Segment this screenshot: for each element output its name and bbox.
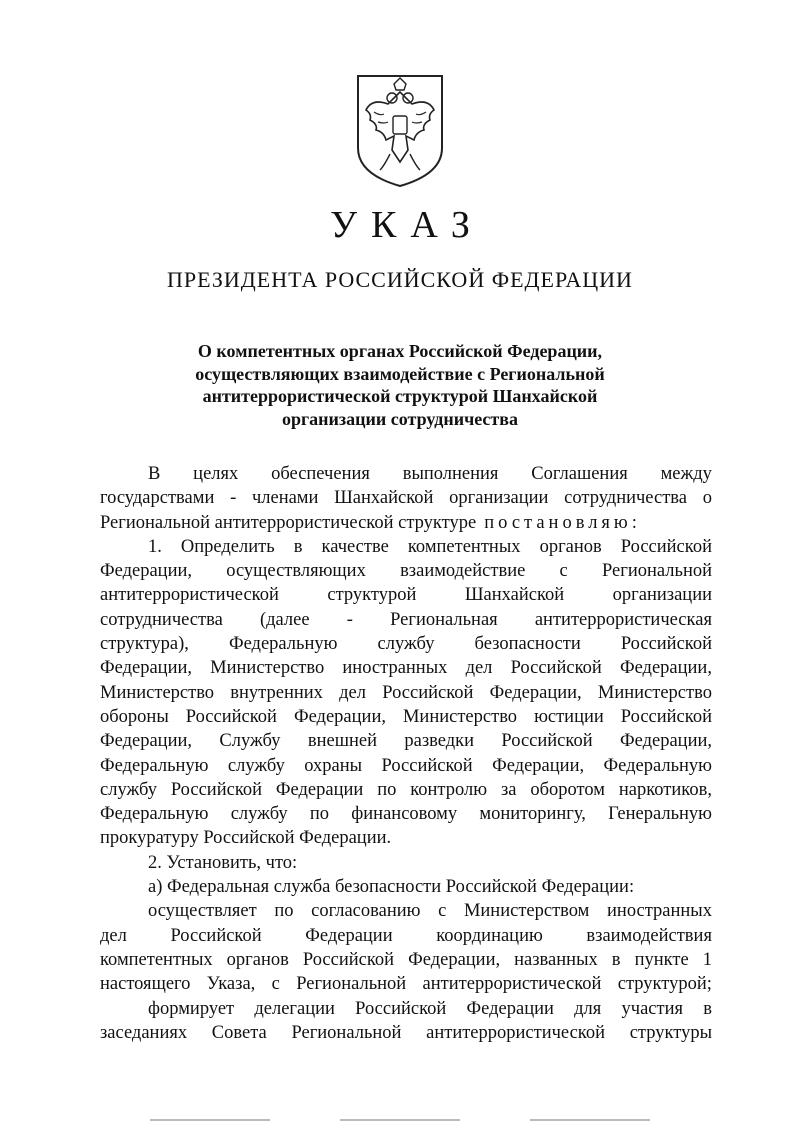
page-edge-marks — [150, 1118, 650, 1122]
word: Российской — [185, 706, 277, 727]
word: осуществляющих — [226, 561, 366, 582]
body-line: 2. Установить, что: — [148, 852, 298, 873]
body-line — [100, 462, 712, 486]
word: Совета — [211, 1022, 267, 1043]
word: Шанхайской — [464, 585, 565, 606]
word: заседаниях — [100, 1022, 188, 1043]
word: компетентных — [100, 949, 213, 970]
word: осуществляет — [148, 901, 257, 922]
word: - — [230, 488, 237, 509]
word: Региональной — [291, 1022, 402, 1043]
word: названных — [514, 949, 598, 970]
word: по — [377, 779, 397, 800]
document-heading — [140, 340, 660, 430]
word: взаимодействия — [586, 925, 712, 946]
word: наркотиков, — [618, 779, 712, 800]
word: безопасности — [474, 634, 581, 655]
word: с — [271, 974, 280, 995]
word: службу — [100, 779, 157, 800]
word: Федеральную — [100, 755, 209, 776]
word: внутренних — [230, 682, 323, 703]
word: по — [274, 901, 294, 922]
body-text: Региональной антитеррористической структуре — [100, 512, 477, 533]
word: организации — [449, 488, 549, 509]
word: по — [309, 804, 330, 825]
word: разведки — [404, 731, 475, 752]
word: Федерации, — [293, 706, 386, 727]
word: участия — [621, 998, 683, 1019]
word: Службу — [219, 731, 281, 752]
word: Шанхайской — [334, 488, 434, 509]
word: Федеральную — [228, 634, 338, 655]
word: юстиции — [534, 706, 604, 727]
word: согласованию — [311, 901, 421, 922]
word: внешней — [307, 731, 377, 752]
word: Указа, — [206, 974, 256, 995]
word: иностранных — [607, 901, 712, 922]
word: делегации — [254, 998, 335, 1019]
heading-line: О компетентных органах Российской Федерации, — [197, 341, 603, 361]
coat-of-arms-emblem — [350, 70, 450, 188]
word: в — [611, 949, 621, 970]
body-line — [100, 559, 712, 583]
word: Федерации, — [492, 755, 585, 776]
word: Российской — [620, 634, 712, 655]
body-line — [100, 535, 712, 559]
word: Российской — [382, 682, 474, 703]
word: Генеральную — [608, 804, 712, 825]
word: Российской — [620, 706, 712, 727]
word: Региональной — [602, 561, 712, 582]
word: контролю — [410, 779, 488, 800]
body-line — [100, 729, 712, 753]
word: охраны — [304, 755, 363, 776]
word: пункте — [634, 949, 689, 970]
body-line — [100, 972, 712, 996]
word: антитеррористическая — [534, 609, 712, 630]
word: мониторингу, — [479, 804, 586, 825]
word: иностранных — [342, 658, 448, 679]
body-line — [100, 778, 712, 802]
body-line: прокуратуру Российской Федерации. — [100, 828, 392, 849]
word: настоящего — [100, 974, 191, 995]
word: службу — [227, 755, 285, 776]
word: с — [438, 901, 447, 922]
body-line — [100, 924, 712, 948]
word: Российской — [170, 779, 263, 800]
word: Министерством — [463, 901, 590, 922]
word: координацию — [436, 925, 543, 946]
word: структурой; — [617, 974, 712, 995]
word: сотрудничества — [100, 609, 223, 630]
word: обеспечения — [271, 464, 370, 484]
word: в — [293, 536, 303, 557]
body-line — [100, 583, 712, 607]
word: формирует — [148, 998, 235, 1019]
word: Соглашения — [531, 464, 628, 484]
heading-line: осуществляющих взаимодействие с Региональной — [195, 363, 605, 384]
heading-line: антитеррористической структурой Шанхайской — [202, 386, 598, 406]
word: (далее — [259, 609, 310, 630]
word: организации — [612, 585, 712, 606]
word: Региональная — [390, 609, 498, 630]
word: Федерации, — [100, 561, 192, 582]
word: целях — [193, 464, 239, 484]
body-line — [100, 1021, 712, 1045]
word: органов — [226, 949, 289, 970]
body-line — [100, 656, 712, 680]
word: Федерации — [466, 998, 554, 1019]
word: для — [574, 998, 602, 1019]
body-line — [100, 705, 712, 729]
word: Российской — [302, 949, 395, 970]
word: антитеррористической — [100, 585, 279, 606]
word: службу — [230, 804, 288, 825]
word: о — [702, 488, 712, 509]
word: Министерство — [210, 658, 325, 679]
word: дел — [339, 682, 366, 703]
word: Российской — [381, 755, 473, 776]
word: Российской — [501, 731, 593, 752]
word: обороны — [100, 706, 169, 727]
word: органов — [539, 536, 602, 557]
word: Региональной — [296, 974, 407, 995]
word: - — [346, 609, 353, 630]
word: Российской — [355, 998, 447, 1019]
word: финансовому — [351, 804, 458, 825]
word: в — [703, 998, 712, 1019]
word: Федерации, — [489, 682, 582, 703]
word: Федеральную — [100, 804, 209, 825]
word: структурой — [327, 585, 417, 606]
word: структуры — [629, 1022, 712, 1043]
body-text-spaced: постановляю: — [484, 512, 641, 533]
word: Федерации, — [619, 658, 712, 679]
word: антитеррористической — [426, 1022, 606, 1043]
heading-line: организации сотрудничества — [282, 408, 518, 429]
word: государствами — [100, 488, 215, 509]
word: Министерство — [100, 682, 215, 703]
body-line — [100, 948, 712, 972]
word: Российской — [620, 536, 712, 557]
body-line — [100, 899, 712, 923]
word: Федерации — [305, 925, 393, 946]
word: за — [500, 779, 517, 800]
word: Федерации, — [100, 658, 192, 679]
body-line — [100, 486, 712, 510]
word: членами — [251, 488, 319, 509]
word: Министерство — [597, 682, 712, 703]
word: оборотом — [530, 779, 605, 800]
word: Министерство — [402, 706, 518, 727]
word: Определить — [180, 536, 275, 557]
body-line — [100, 511, 712, 535]
word: В — [148, 464, 161, 484]
word: выполнения — [402, 464, 499, 484]
body-line — [100, 802, 712, 826]
word: Российской — [170, 925, 262, 946]
body-line — [100, 608, 712, 632]
word: взаимодействие — [400, 561, 526, 582]
document-title: УКАЗ — [330, 204, 484, 246]
body-line — [100, 632, 712, 656]
document-body — [100, 462, 712, 1045]
word: дел — [100, 925, 127, 946]
word: Федерации, — [100, 731, 192, 752]
word: дел — [465, 658, 493, 679]
word: между — [660, 464, 712, 484]
word: структура), — [100, 634, 189, 655]
word: Федеральную — [603, 755, 712, 776]
word: компетентных — [407, 536, 521, 557]
word: 1. — [148, 536, 162, 557]
word: антитеррористической — [422, 974, 602, 995]
word: 1 — [702, 949, 712, 970]
body-line: а) Федеральная служба безопасности Российской Федерации: — [148, 877, 635, 898]
body-line — [100, 754, 712, 778]
body-line — [100, 997, 712, 1021]
word: качестве — [321, 536, 389, 557]
word: сотрудничества — [564, 488, 687, 509]
word: Федерации, — [408, 949, 501, 970]
word: Федерации — [275, 779, 364, 800]
word: Российской — [510, 658, 602, 679]
word: службу — [377, 634, 435, 655]
document-subtitle: ПРЕЗИДЕНТА РОССИЙСКОЙ ФЕДЕРАЦИИ — [167, 267, 633, 292]
body-line — [100, 681, 712, 705]
word: Федерации, — [620, 731, 712, 752]
word: с — [559, 561, 568, 582]
